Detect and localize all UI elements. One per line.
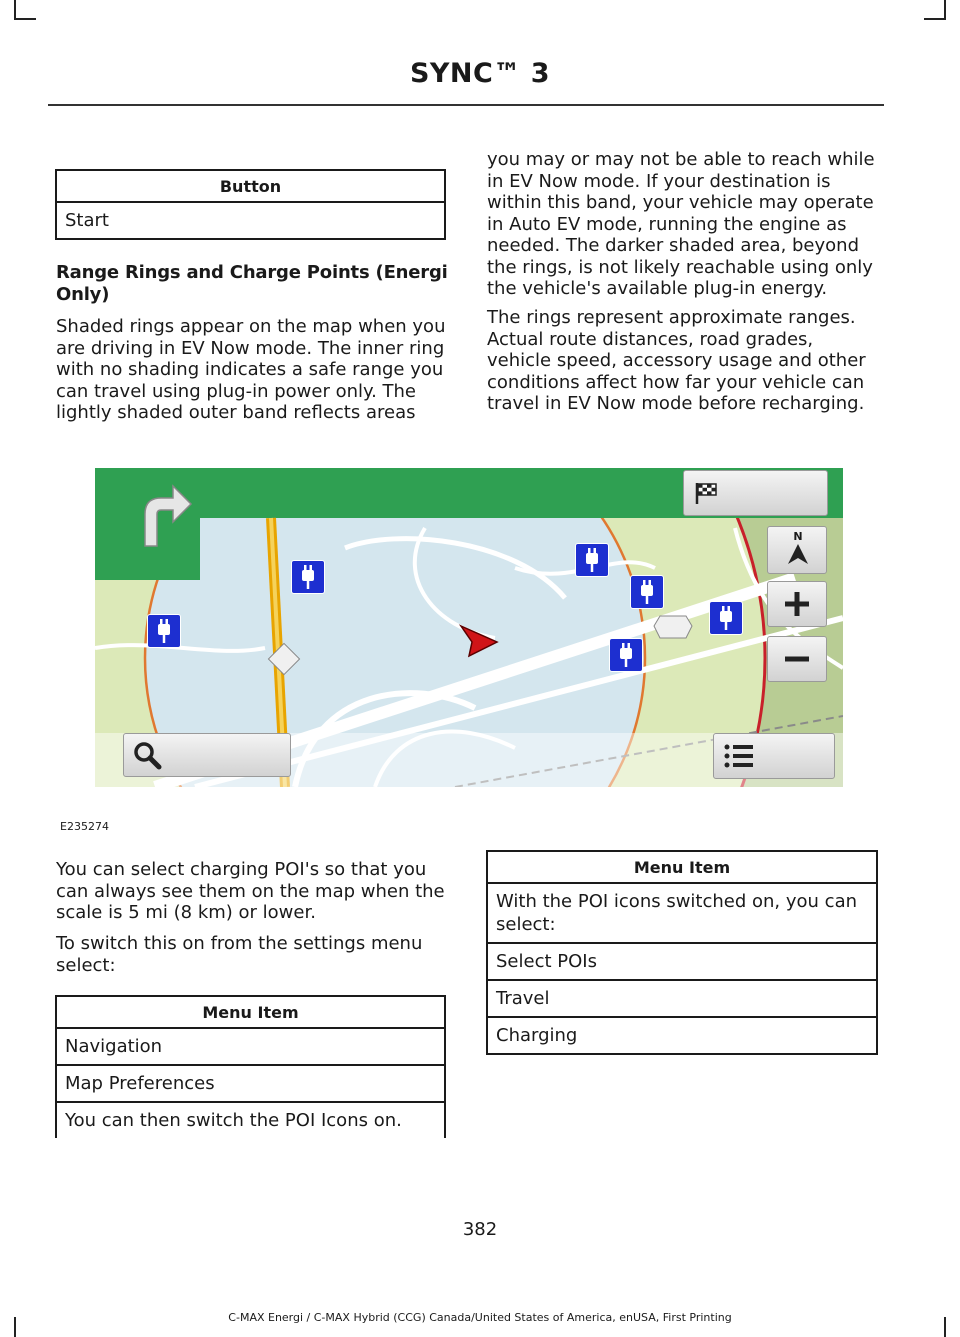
zoom-in-button[interactable]: [767, 581, 827, 627]
section-heading: Range Rings and Charge Points (Energi Only): [56, 262, 448, 305]
figure-code: E235274: [60, 820, 109, 833]
charging-station-icon[interactable]: [291, 560, 325, 594]
crop-mark: [944, 0, 946, 20]
zoom-out-button[interactable]: [767, 636, 827, 682]
crop-mark: [14, 18, 36, 20]
turn-right-arrow-icon: [133, 478, 193, 548]
search-icon: [132, 740, 162, 774]
table-header: Menu Item: [487, 851, 877, 883]
table-row: With the POI icons switched on, you can select:: [487, 883, 877, 943]
crop-mark: [14, 0, 16, 20]
zoom-in-icon: [784, 591, 810, 621]
table-row: Navigation: [56, 1028, 445, 1065]
button-table: [55, 169, 446, 240]
body-paragraph: you may or may not be able to reach while in EV Now mode. If your destination is within this band, your vehicle may operate in Auto EV mode, running the engine as needed. The darker shaded area, beyond the rings, is not likely reachable using only the vehicle's available plug-in energy.: [487, 149, 875, 299]
body-paragraph: The rings represent approximate ranges. Actual route distances, road grades, vehicle speed, accessory usage and other conditions affect how far your vehicle can travel in EV Now mode before recharging.: [487, 307, 866, 414]
table-header: Button: [56, 170, 445, 202]
destination-button[interactable]: [683, 470, 828, 516]
charging-station-icon[interactable]: [609, 638, 643, 672]
menu-list-icon: [724, 744, 754, 772]
table-header: Menu Item: [56, 996, 445, 1028]
body-paragraph: To switch this on from the settings menu select:: [56, 933, 423, 976]
table-row: You can then switch the POI Icons on.: [56, 1102, 445, 1138]
crop-mark: [924, 18, 946, 20]
table-row: Charging: [487, 1017, 877, 1054]
destination-flag-icon: [694, 481, 720, 509]
menu-item-table: [486, 850, 878, 1055]
north-up-compass-icon: [786, 531, 810, 569]
table-row: Select POIs: [487, 943, 877, 980]
zoom-out-icon: [784, 646, 810, 676]
table-row: Travel: [487, 980, 877, 1017]
north-up-compass-button[interactable]: [767, 526, 827, 574]
charging-station-icon[interactable]: [630, 575, 664, 609]
page-header-title: SYNC™ 3: [409, 58, 551, 89]
charging-station-icon[interactable]: [575, 543, 609, 577]
body-paragraph: Shaded rings appear on the map when you are driving in EV Now mode. The inner ring with no shading indicates a safe range you can travel using plug-in power only. The lightly shaded outer band reflects areas: [56, 316, 446, 423]
page-number: 382: [462, 1219, 498, 1240]
header-divider: [48, 104, 884, 106]
footer-text: C-MAX Energi / C-MAX Hybrid (CCG) Canada/United States of America, enUSA, First Printing: [228, 1311, 732, 1324]
body-paragraph: You can select charging POI's so that you can always see them on the map when the scale is 5 mi (8 km) or lower.: [56, 859, 445, 923]
navigation-map-figure: [95, 468, 843, 787]
table-row: Map Preferences: [56, 1065, 445, 1102]
compass-letter: N: [793, 530, 803, 543]
menu-item-table: [55, 995, 446, 1138]
search-button[interactable]: [123, 733, 291, 777]
table-row: Start: [56, 202, 445, 239]
menu-button[interactable]: [713, 733, 835, 779]
charging-station-icon[interactable]: [709, 601, 743, 635]
vehicle-position-arrow-icon: [457, 624, 499, 662]
charging-station-icon[interactable]: [147, 614, 181, 648]
